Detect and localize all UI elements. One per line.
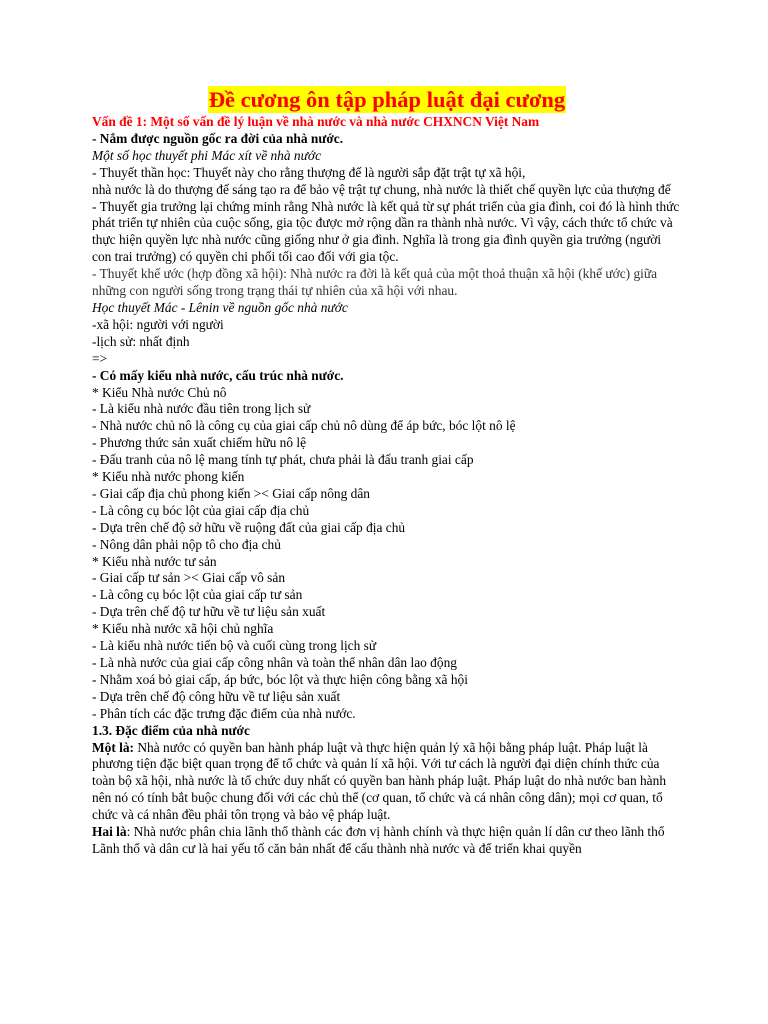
text-line: - Là nhà nước của giai cấp công nhân và toàn thể nhân dân lao động — [92, 655, 457, 670]
paragraph-two — [92, 824, 682, 841]
paragraph-one — [92, 740, 682, 825]
text-line: - Nông dân phải nộp tô cho địa chủ — [92, 536, 281, 552]
text-line: - Thuyết gia trưởng lại chứng minh rằng Nhà nước là kết quả từ sự phát triển của gia đình, coi đó là hình thức phát triển tự nhiên của cuộc sống, gia tộc được mở rộng dần ra thành nhà nước. Vì vậy, cách thức tổ chức và thực hiện quyền lực nhà nước cũng giống như ở gia đình. Nghĩa là trong gia đình quyền gia trưởng (người con trai trưởng) có quyền chi phối tối cao đối với gia tộc. — [92, 198, 680, 265]
text-line: * Kiểu nhà nước tư sản — [92, 553, 217, 569]
text-line: - Dựa trên chế độ công hữu về tư liệu sản xuất — [92, 688, 341, 704]
title-wrap — [92, 86, 682, 113]
document-body — [92, 131, 682, 740]
text-line: -lịch sử: nhất định — [92, 333, 190, 349]
text-line: - Thuyết khế ước (hợp đồng xã hội): Nhà nước ra đời là kết quả của một thoả thuận xã hội (khế ước) giữa những con người sống trong trạng thái tự nhiên của xã hội với nhau. — [92, 266, 658, 299]
document-title: Đề cương ôn tập pháp luật đại cương — [208, 87, 566, 112]
paragraph-two-text: : Nhà nước phân chia lãnh thổ thành các đơn vị hành chính và thực hiện quản lí dân cư theo lãnh thổ — [126, 824, 665, 840]
text-line: - Có mấy kiểu nhà nước, cấu trúc nhà nước. — [92, 367, 344, 383]
text-line: * Kiểu nhà nước phong kiến — [92, 469, 245, 485]
text-line: - Thuyết thần học: Thuyết này cho rằng thượng đế là người sắp đặt trật tự xã hội, — [92, 164, 526, 180]
text-line: - Dựa trên chế độ tư hữu về tư liệu sản xuất — [92, 604, 326, 620]
text-line: - Là công cụ bóc lột của giai cấp tư sản — [92, 587, 303, 603]
paragraph-two-lead: Hai là — [92, 824, 127, 840]
text-line: - Là kiểu nhà nước tiến bộ và cuối cùng trong lịch sử — [92, 638, 377, 654]
text-line: - Nhà nước chủ nô là công cụ của giai cấp chủ nô dùng để áp bức, bóc lột nô lệ — [92, 418, 516, 434]
text-line: - Đấu tranh của nô lệ mang tính tự phát, chưa phải là đấu tranh giai cấp — [92, 452, 474, 468]
text-line: - Nắm được nguồn gốc ra đời của nhà nước. — [92, 130, 344, 146]
paragraph-one-lead: Một là: — [92, 739, 135, 755]
text-line: Học thuyết Mác - Lênin về nguồn gốc nhà nước — [92, 299, 348, 315]
text-line: => — [92, 350, 108, 366]
text-line: - Là kiểu nhà nước đầu tiên trong lịch sử — [92, 401, 311, 417]
text-line: - Giai cấp tư sản >< Giai cấp vô sản — [92, 570, 286, 586]
text-line: - Phân tích các đặc trưng đặc điểm của nhà nước. — [92, 705, 356, 721]
text-line: - Là công cụ bóc lột của giai cấp địa chủ — [92, 502, 310, 518]
text-line: -xã hội: người với người — [92, 316, 224, 332]
last-line: Lãnh thổ và dân cư là hai yếu tố căn bản nhất để cấu thành nhà nước và để triển khai quyền — [92, 840, 582, 856]
section-heading: Vấn đề 1: Một số vấn đề lý luận về nhà nước và nhà nước CHXNCN Việt Nam — [92, 114, 540, 129]
text-line: - Nhằm xoá bỏ giai cấp, áp bức, bóc lột và thực hiện công bằng xã hội — [92, 671, 468, 687]
text-line: * Kiểu nhà nước xã hội chủ nghĩa — [92, 621, 274, 637]
text-line: 1.3. Đặc điểm của nhà nước — [92, 722, 250, 738]
paragraph-one-text: Nhà nước có quyền ban hành pháp luật và thực hiện quản lý xã hội bằng pháp luật. Pháp luật là phương tiện đặc biệt quan trọng để tổ chức và quản lí xã hội. Với tư cách là người đại diện chính thức của toàn bộ xã hội, nhà nước là tổ chức duy nhất có quyền ban hành pháp luật. Pháp luật do nhà nước ban hành nên nó có tính bắt buộc chung đối với các chủ thể (cơ quan, tổ chức và cá nhân công dân); mọi cơ quan, tổ chức và cá nhân đều phải tôn trọng và bảo vệ pháp luật. — [92, 739, 667, 823]
text-line: Một số học thuyết phi Mác xít về nhà nước — [92, 147, 322, 163]
document-page — [92, 86, 682, 858]
text-line: * Kiểu Nhà nước Chủ nô — [92, 384, 227, 400]
text-line: nhà nước là do thượng đế sáng tạo ra để bảo vệ trật tự chung, nhà nước là thiết chế quyền lực của thượng đế — [92, 181, 671, 197]
text-line: - Dựa trên chế độ sở hữu về ruộng đất của giai cấp địa chủ — [92, 519, 406, 535]
text-line: - Giai cấp địa chủ phong kiến >< Giai cấp nông dân — [92, 485, 370, 501]
text-line: - Phương thức sản xuất chiếm hữu nô lệ — [92, 435, 307, 451]
